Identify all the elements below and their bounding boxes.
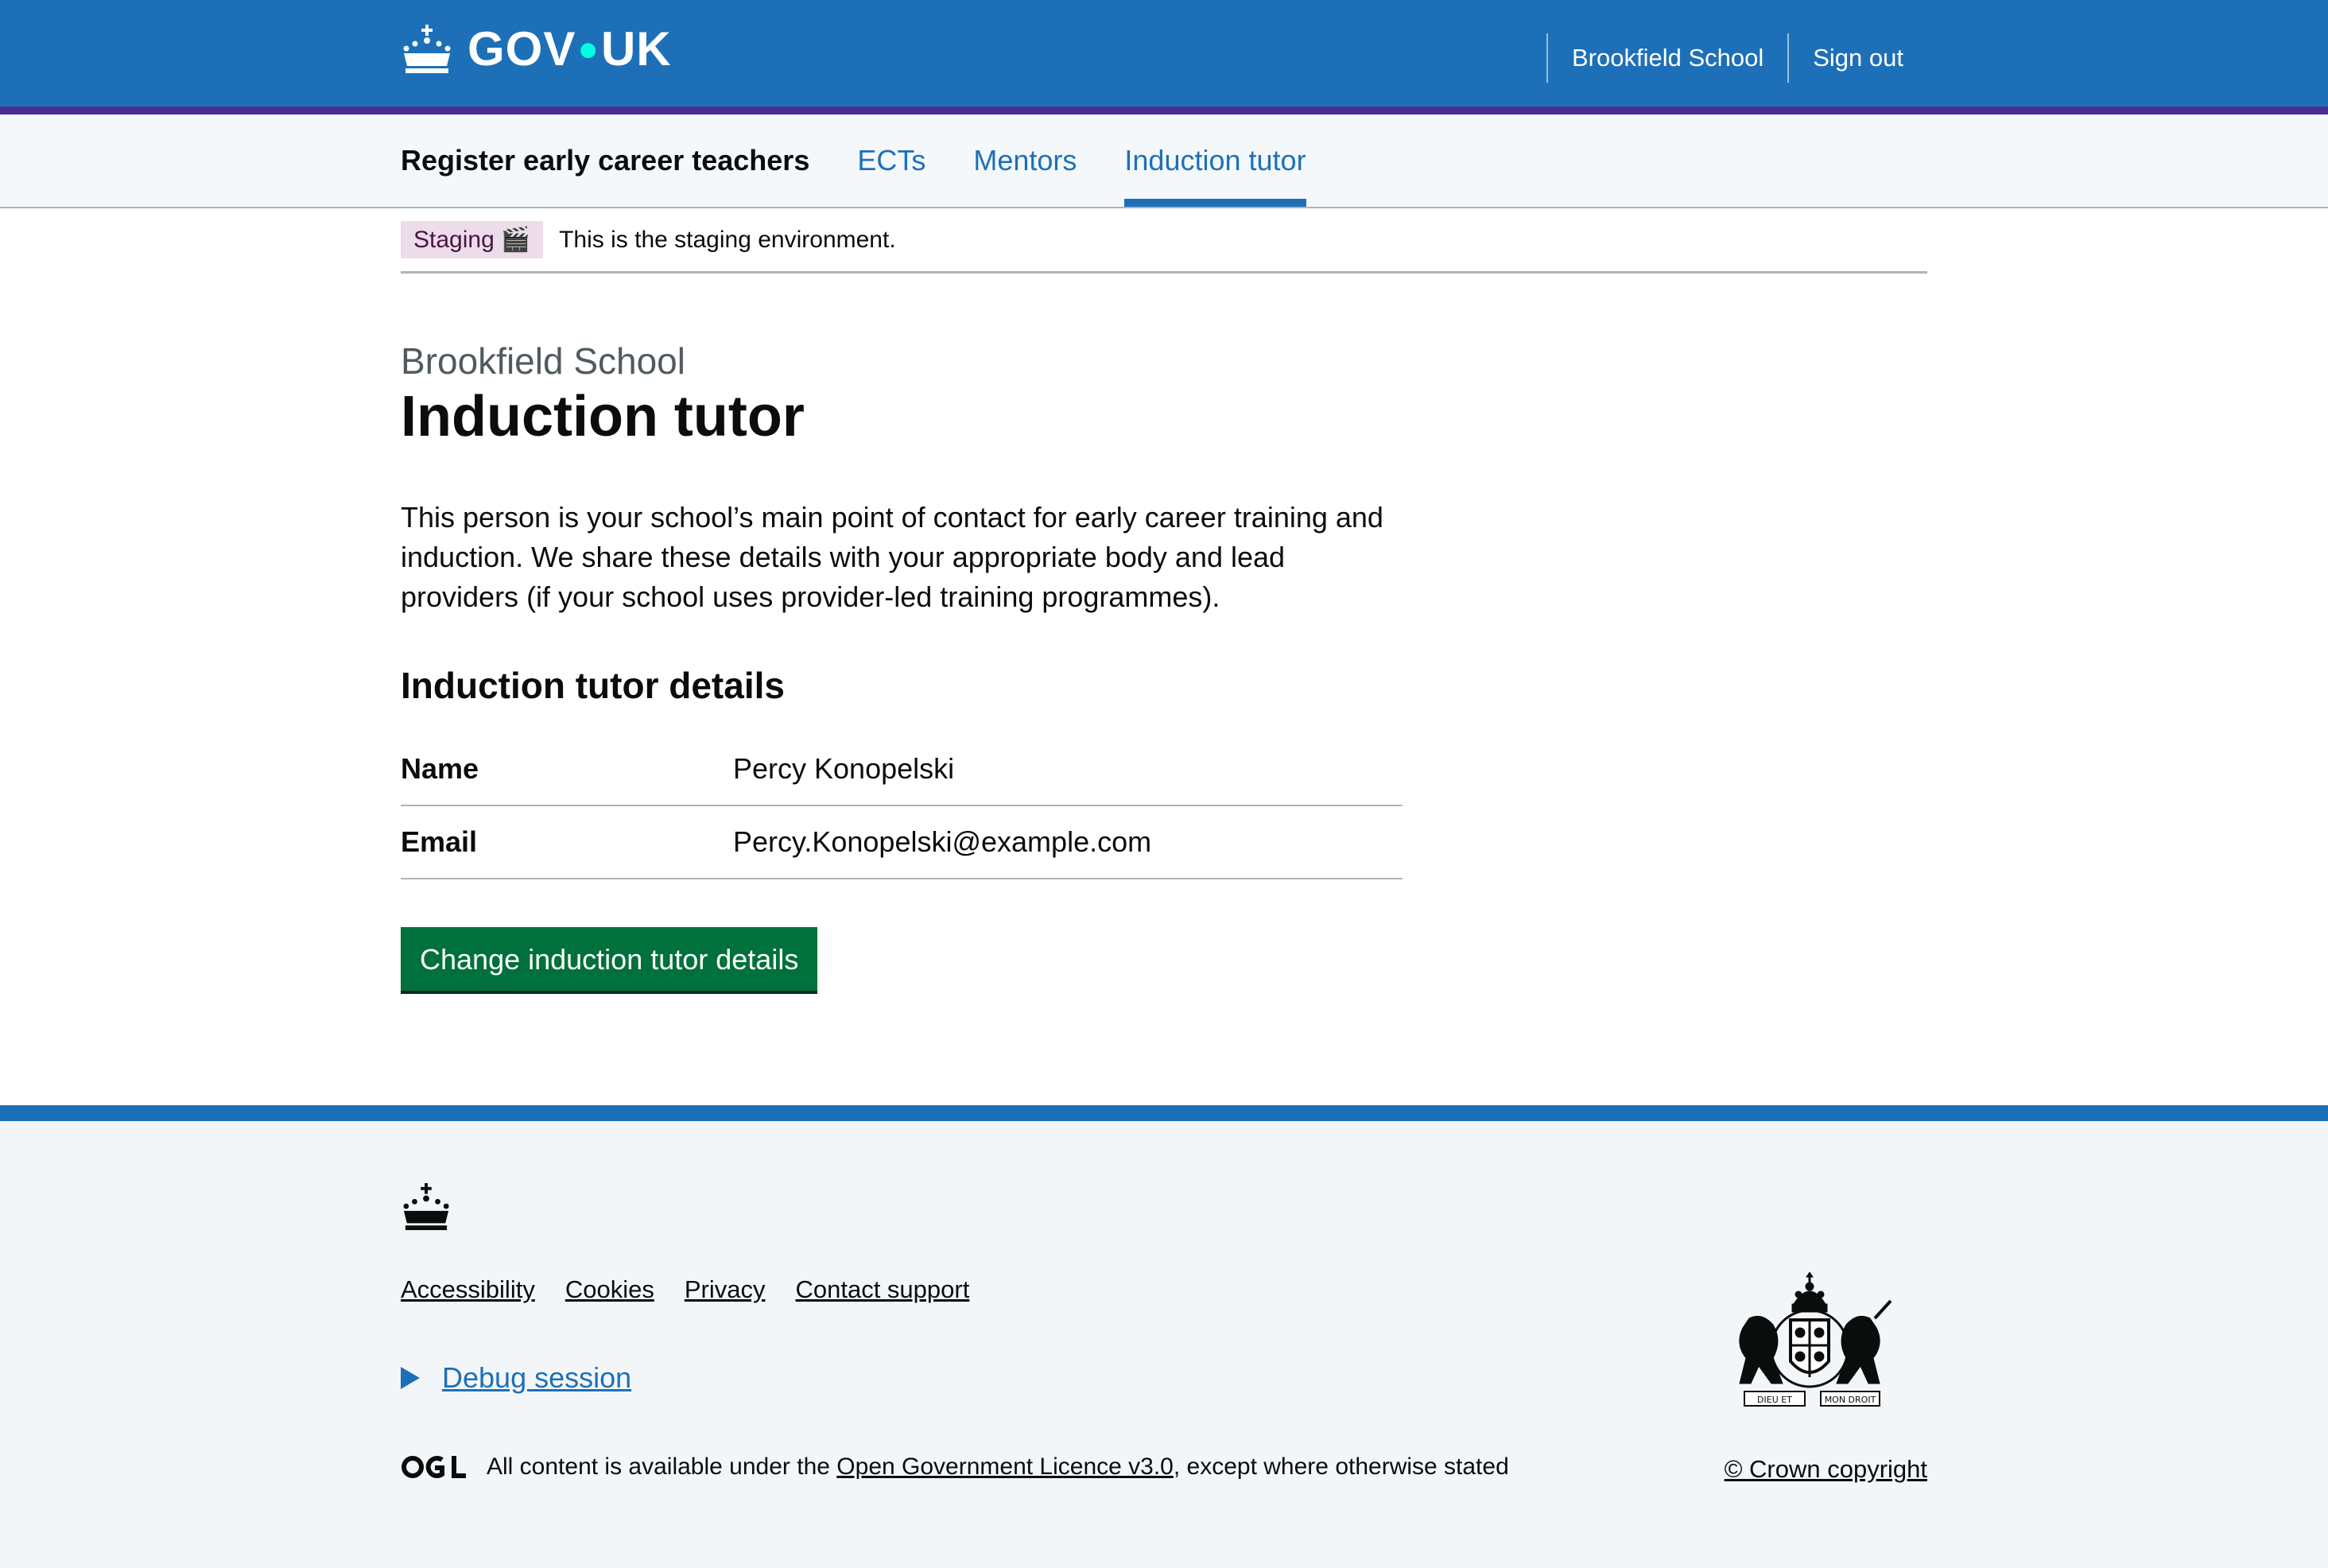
crown-icon: [401, 1183, 452, 1231]
licence-prefix: All content is available under the: [487, 1454, 830, 1480]
header-link-school[interactable]: Brookfield School: [1546, 33, 1787, 83]
service-name: Register early career teachers: [401, 144, 810, 177]
licence-link[interactable]: Open Government Licence v3.0: [836, 1454, 1174, 1480]
nav-item-induction-tutor[interactable]: Induction tutor: [1124, 114, 1306, 207]
footer-top-border: [0, 1105, 2328, 1121]
header-accent-bar: [0, 107, 2328, 114]
section-heading: Induction tutor details: [401, 665, 785, 706]
brand-dot: ●: [577, 29, 599, 68]
sign-out-link[interactable]: Sign out: [1787, 33, 1927, 83]
nav-item-mentors[interactable]: Mentors: [973, 144, 1077, 177]
clapperboard-icon: 🎬: [500, 227, 531, 253]
motto-left: DIEU ET: [1757, 1395, 1792, 1405]
summary-value: Percy.Konopelski@example.com: [733, 825, 1152, 858]
motto-right: MON DROIT: [1824, 1395, 1876, 1405]
licence-suffix: , except where otherwise stated: [1173, 1454, 1509, 1480]
debug-session-link[interactable]: Debug session: [442, 1361, 632, 1394]
govuk-header: [0, 0, 2328, 107]
staging-tag-label: Staging: [413, 226, 495, 253]
debug-session-toggle[interactable]: [401, 1361, 631, 1395]
intro-paragraph: This person is your school’s main point of contact for early career training and induction. We share these details with your appropriate body and lead providers (if your school uses provider-led training programmes).: [401, 501, 1383, 613]
main-content: [401, 274, 1927, 1172]
ogl-logo-icon: [401, 1454, 468, 1481]
govuk-footer: [0, 1121, 2328, 1568]
staging-tag: [401, 221, 543, 258]
summary-key: Name: [401, 752, 479, 785]
header-account-nav: [1546, 33, 1927, 83]
footer-link-contact-support[interactable]: Contact support: [795, 1275, 970, 1303]
crown-icon: [401, 25, 453, 74]
footer-link-accessibility[interactable]: Accessibility: [401, 1275, 535, 1303]
summary-key: Email: [401, 825, 478, 858]
staging-message: This is the staging environment.: [559, 226, 896, 253]
footer-links: [401, 1275, 999, 1304]
govuk-logo-link[interactable]: [401, 17, 672, 81]
summary-value: Percy Konopelski: [733, 752, 955, 785]
change-induction-tutor-button[interactable]: Change induction tutor details: [401, 927, 817, 991]
footer-link-cookies[interactable]: Cookies: [565, 1275, 654, 1303]
triangle-right-icon: [401, 1367, 420, 1389]
staging-banner: [401, 208, 1927, 274]
summary-row-email: [401, 806, 1403, 879]
footer-link-privacy[interactable]: Privacy: [684, 1275, 766, 1303]
crown-copyright-link[interactable]: © Crown copyright: [1724, 1455, 1927, 1483]
royal-coat-of-arms-icon: [1727, 1272, 1918, 1431]
summary-row-name: [401, 733, 1403, 806]
summary-list: [401, 733, 1403, 879]
nav-item-ects[interactable]: ECTs: [857, 144, 926, 177]
brand-uk: UK: [600, 22, 672, 76]
licence-statement: [401, 1454, 1509, 1481]
page-caption: Brookfield School: [401, 340, 685, 382]
brand-gov: GOV: [468, 22, 576, 76]
page-title: Induction tutor: [401, 385, 805, 448]
service-navigation: [0, 114, 2328, 208]
